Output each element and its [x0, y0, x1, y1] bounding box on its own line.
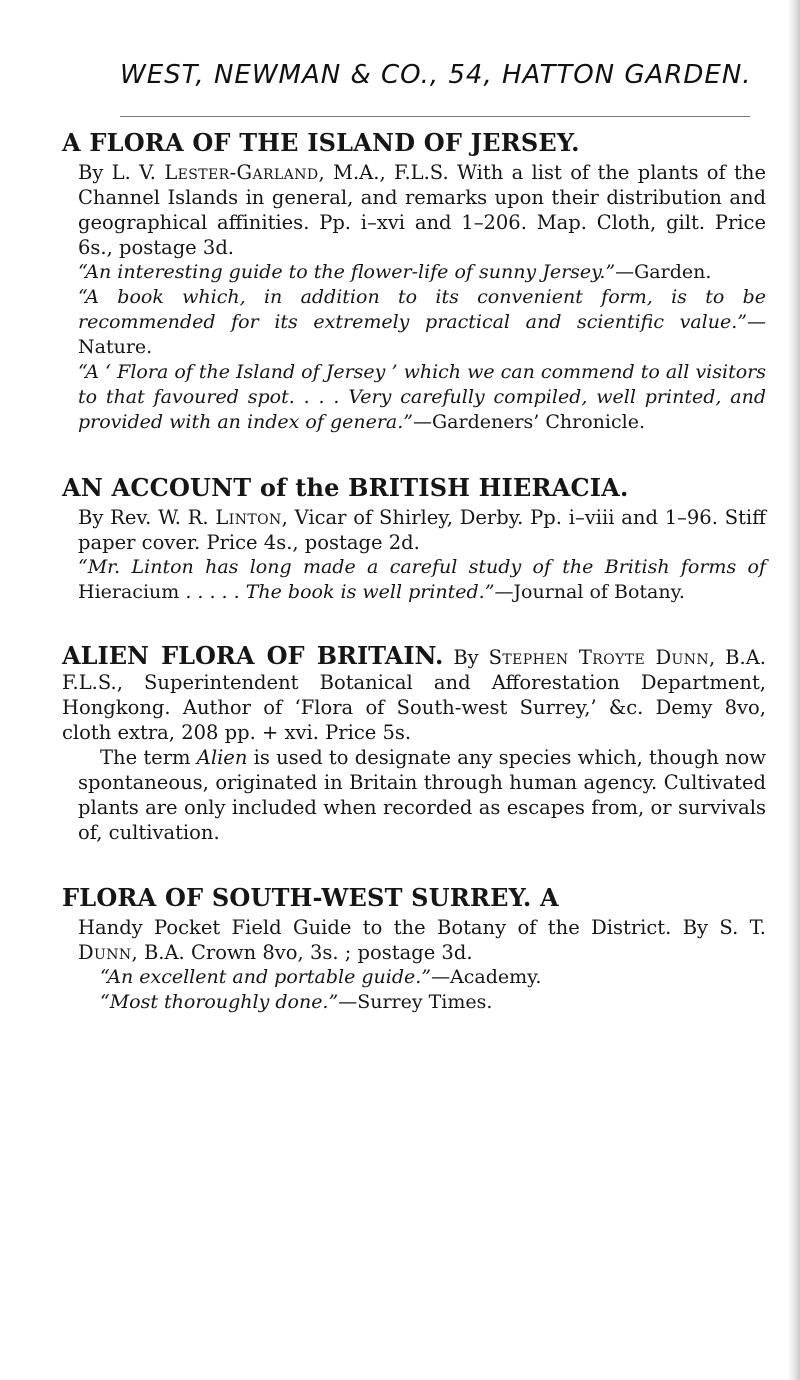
header-rule	[120, 116, 750, 117]
quote-source: —Journal of Botany.	[494, 581, 685, 603]
entry-body	[62, 505, 766, 605]
author-name: Lester-Garland	[164, 161, 319, 184]
book-title: ALIEN FLORA OF BRITAIN.	[62, 641, 444, 670]
quote-source: —Surrey Times.	[338, 991, 493, 1013]
book-title: FLORA OF SOUTH-WEST SURREY. A	[62, 883, 559, 912]
paragraph-text: The term	[100, 746, 197, 769]
quote-text: “An excellent and portable guide.”	[100, 966, 431, 988]
book-entry-alien-flora	[62, 643, 766, 845]
book-description	[78, 160, 766, 260]
book-entry-british-hieracia	[62, 473, 766, 605]
review-quote	[78, 360, 766, 435]
book-description	[62, 643, 766, 745]
entry-body	[62, 915, 766, 1015]
running-head: WEST, NEWMAN & CO., 54, HATTON GARDEN.	[120, 60, 752, 90]
quote-text: “Most thoroughly done.”	[100, 991, 339, 1013]
entry-body	[62, 160, 766, 435]
description-text-continued: , B.A. Crown 8vo, 3s. ; postage 3d.	[131, 941, 473, 964]
entry-body	[62, 745, 766, 845]
book-entry-south-west-surrey	[62, 883, 766, 1015]
by-label: By L. V.	[78, 161, 165, 184]
description-text: Handy Pocket Field Guide to the Botany of the District. By S. T.	[78, 916, 766, 939]
description-paragraph	[78, 745, 766, 845]
page-edge-shadow	[788, 0, 800, 1380]
by-label: By	[453, 646, 489, 669]
book-title: A FLORA OF THE ISLAND OF JERSEY.	[62, 128, 580, 157]
quote-text: “An interesting guide to the flower-life of sunny Jersey.”	[78, 261, 616, 283]
quote-text-continued: . . . . . The book is well printed.”	[179, 581, 495, 603]
book-title: AN ACCOUNT of the BRITISH HIERACIA.	[62, 473, 629, 502]
review-quote	[78, 990, 766, 1015]
author-name: Stephen Troyte Dunn	[488, 646, 709, 669]
review-quote	[78, 555, 766, 605]
book-entries	[62, 128, 766, 1053]
quote-source: —Nature.	[78, 311, 766, 358]
quote-text: “A book which, in addition to its convenient form, is to be recommended for its extremely practical and scientific value.”	[78, 286, 766, 333]
review-quote	[78, 285, 766, 360]
paragraph-text-continued: is used to designate any species which, though now spontaneous, originated in Britain through human agency. Cultivated plants are only included when recorded as escapes from, or survivals of, cultivation.	[78, 746, 766, 844]
book-description	[78, 915, 766, 965]
paragraph-term: Alien	[196, 746, 248, 769]
quote-text: “Mr. Linton has long made a careful study of the British forms of	[78, 556, 766, 578]
author-name: Dunn	[78, 941, 132, 964]
quote-genus: Hieracium	[78, 581, 180, 603]
review-quote	[78, 965, 766, 990]
author-name: Linton	[215, 506, 282, 529]
quote-source: —Gardeners’ Chronicle.	[413, 411, 645, 433]
description-text: , M.A., F.L.S. With a list of the plants of the Channel Islands in general, and remarks upon their distribution and geographical affinities. Pp. i–xvi and 1–206. Map. Cloth, gilt. Price 6s., postage 3d.	[78, 161, 766, 259]
description-text: , B.A. F.L.S., Superintendent Botanical and Afforestation Department, Hongkong. Author of ‘Flora of South-west Surrey,’ &c. Demy 8vo, cloth extra, 208 pp. + xvi. Price 5s.	[62, 646, 766, 744]
quote-source: —Garden.	[615, 261, 712, 283]
quote-source: —Academy.	[431, 966, 542, 988]
description-text: , Vicar of Shirley, Derby. Pp. i–viii and 1–96. Stiff paper cover. Price 4s., postage 2d.	[78, 506, 767, 554]
book-entry-jersey-flora	[62, 128, 766, 435]
by-label: By Rev. W. R.	[78, 506, 216, 529]
review-quote	[78, 260, 766, 285]
book-description	[78, 505, 766, 555]
quote-text: “A ‘ Flora of the Island of Jersey ’ which we can commend to all visitors to that favoured spot. . . . Very carefully compiled, well printed, and provided with an index of genera.”	[78, 361, 766, 433]
